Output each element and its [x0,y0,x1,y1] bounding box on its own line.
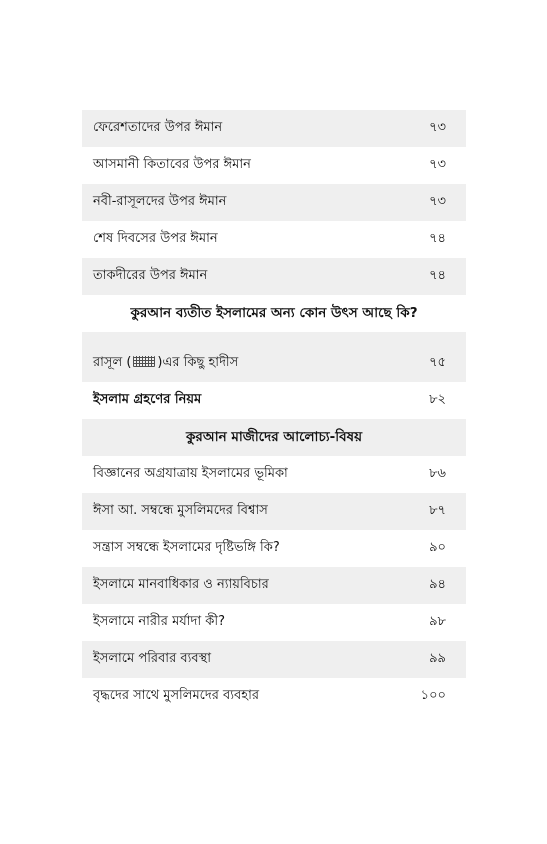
toc-entry-title-after: )এর কিছু হাদীস [157,354,239,370]
toc-entry-title-before: রাসূল ( [93,354,132,370]
table-of-contents [82,110,466,715]
toc-row [82,530,466,567]
toc-entry-title: ফেরেশতাদের উপর ঈমান [93,120,223,135]
salawat-calligraphy-icon [133,356,155,367]
toc-page-number: ৭৩ [429,194,446,209]
toc-section-heading [82,295,466,332]
toc-row [82,456,466,493]
toc-entry-title: বিজ্ঞানের অগ্রযাত্রায় ইসলামের ভূমিকা [93,466,288,481]
toc-row [82,258,466,295]
toc-entry-title: শেষ দিবসের উপর ঈমান [93,231,218,246]
toc-page-number: ১০০ [420,688,446,703]
toc-row [82,332,466,382]
toc-row [82,221,466,258]
toc-entry-title: আসমানী কিতাবের উপর ঈমান [93,157,251,172]
toc-entry-title [93,353,238,374]
toc-entry-title: ইসলাম গ্রহণের নিয়ম [93,392,202,407]
toc-page-number: ৯৪ [429,577,446,592]
toc-entry-title: ইসলামে নারীর মর্যাদা কী? [93,614,225,629]
toc-page-number: ৯৯ [429,651,446,666]
toc-page-number: ৭৫ [429,354,446,370]
toc-row [82,604,466,641]
toc-row [82,567,466,604]
toc-page-number: ৮২ [429,392,446,407]
toc-page-number: ৮৭ [429,503,446,518]
section-heading-text: কুরআন ব্যতীত ইসলামের অন্য কোন উৎস আছে কি? [130,305,418,321]
toc-entry-title: ইসলামে পরিবার ব্যবস্থা [93,651,211,666]
toc-row [82,382,466,419]
toc-entry-title: বৃদ্ধদের সাথে মুসলিমদের ব্যবহার [93,688,259,703]
toc-page-number: ৯৮ [429,614,446,629]
toc-entry-title: ইসলামে মানবাধিকার ও ন্যায়বিচার [93,577,269,592]
toc-entry-title: নবী-রাসূলদের উপর ঈমান [93,194,227,209]
toc-row [82,147,466,184]
toc-row [82,641,466,678]
toc-page-number: ৭৪ [429,268,446,283]
toc-entry-title: সন্ত্রাস সম্বন্ধে ইসলামের দৃষ্টিভঙ্গি কি? [93,540,280,555]
toc-page-number: ৭৩ [429,157,446,172]
toc-page-number: ৮৬ [429,466,446,481]
toc-page-number: ৭৪ [429,231,446,246]
toc-row [82,184,466,221]
toc-row [82,493,466,530]
toc-row [82,110,466,147]
toc-entry-title: তাকদীরের উপর ঈমান [93,268,208,283]
toc-row [82,678,466,715]
toc-page-number: ৭৩ [429,120,446,135]
toc-entry-title: ঈসা আ. সম্বন্ধে মুসলিমদের বিশ্বাস [93,503,268,518]
section-heading-text: কুরআন মাজীদের আলোচ্য-বিষয় [185,429,363,445]
toc-page-number: ৯০ [429,540,446,555]
toc-section-heading [82,419,466,456]
